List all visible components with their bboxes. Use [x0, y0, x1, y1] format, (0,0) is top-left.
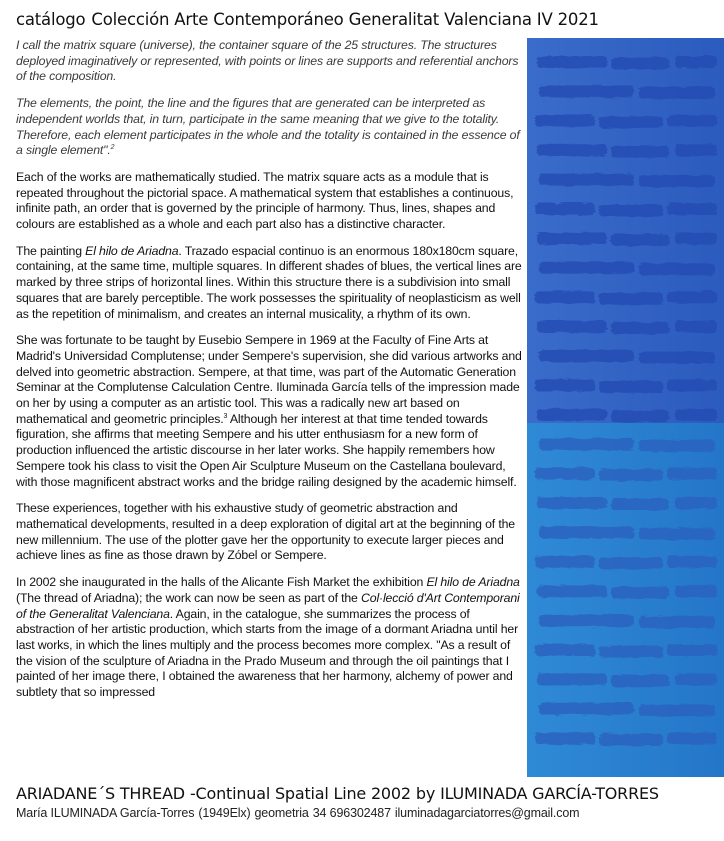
painting-strip	[639, 440, 715, 452]
painting-strip	[667, 115, 717, 127]
painting-strip	[539, 438, 634, 450]
painting-strip	[537, 497, 607, 509]
catalog-prefix: catálogo	[16, 10, 86, 29]
painting-strip	[611, 234, 669, 246]
painting-image	[527, 38, 724, 777]
email-address: iluminadagarciatorres@gmail.com	[394, 806, 580, 820]
painting-strip	[675, 56, 717, 68]
painting-strip	[537, 409, 607, 421]
painting-strip	[535, 644, 595, 656]
artist-name: María ILUMINADA García-Torres	[16, 806, 195, 820]
exhibition-title: El hilo de Ariadna	[426, 575, 520, 590]
article-body	[16, 38, 526, 712]
paragraph-sempere: She was fortunate to be taught by Eusebio Sempere in 1969 at the Faculty of Fine Arts at Madrid's Universidad Complutense; under Sempere's supervision, she did various artworks and delved into geometric abstraction. Sempere, at that time, was part of the Automatic Generation Seminar at the Complutense Calculation Centre. Iluminada García tells of the impression made on her by using a computer as an artistic tool. This was a radically new art based on mathematical and geometric principles.$^3$ Although her interest at that time tended towards figuration, she affirms that meeting Sempere and his utter enthusiasm for a new form of production influenced the artistic discourse in her later works. She happily remembers how Sempere took his class to visit the Open Air Sculpture Museum on the Castellana boulevard, with those magnificent abstract works and the bridge railing designed by the academic himself.	[16, 333, 522, 489]
painting-strip	[639, 528, 715, 540]
artwork-caption	[16, 783, 716, 805]
paragraph-painting-description: The painting El hilo de Ariadna. Trazado espacial continuo is an enormous 180x180cm square, containing, at the same time, multiple squares. In different shades of blues, the vertical lines are marked by three strips of horizontal lines. Within this structure there is a subdivision into small squares that are barely perceptible. The work possesses the spirituality of neoplasticism as well as the repetition of minimalism, and creates an internal musicality, a rhythm of its own.	[16, 243, 522, 321]
painting-strip	[675, 321, 717, 333]
painting-strip	[537, 321, 607, 333]
painting-strip	[675, 673, 717, 685]
painting-strip	[539, 262, 634, 274]
painting-strip	[539, 174, 634, 186]
painting-strip	[599, 469, 663, 481]
painting-strip	[537, 585, 607, 597]
painting-strip	[667, 291, 717, 303]
artwork-title: El hilo de Ariadna	[85, 243, 179, 258]
painting-strip	[537, 56, 607, 68]
painting-strip	[537, 232, 607, 244]
paragraph-exhibition: In 2002 she inaugurated in the halls of the Alicante Fish Market the exhibition El hilo de Ariadna (The thread of Ariadna); the work can now be seen as part of the Col·lecció d'Art Contemporani of the Generalitat Valenciana. Again, in the catalogue, she summarizes the process of abstraction of her artistic production, which starts from the image of a dormant Ariadna until her last works, in which the lines multiply and the process becomes more complex. "As a result of the vision of the sculpture of Ariadna in the Prado Museum and through the oil paintings that I painted of her image there, I obtained the awareness that her harmony, alchemy of power and subtlety that so impressed	[16, 575, 520, 700]
painting-strip	[667, 556, 717, 568]
painting-strip	[535, 291, 595, 303]
quote-paragraph-2	[16, 96, 526, 159]
paragraph-digital-art: These experiences, together with his exhaustive study of geometric abstraction and mathematical developments, resulted in a deep exploration of digital art at the beginning of the new millennium. The use of the plotter gave her the opportunity to execute larger pieces and achieve lines as fine as those drawn by Zóbel or Sempere.	[16, 501, 515, 563]
painting-strip	[599, 734, 663, 746]
caption-by: by	[415, 784, 436, 803]
quote-paragraph-1: I call the matrix square (universe), the container square of the 25 structures. The structures deployed imaginatively or represented, with points or lines are supports and referential anchors of the composition.	[16, 38, 519, 84]
painting-strip	[667, 732, 717, 744]
painting-strip	[599, 557, 663, 569]
painting-strip	[535, 115, 595, 127]
caption-artist: ILUMINADA GARCÍA-TORRES	[440, 784, 659, 803]
painting-strip	[539, 526, 634, 538]
painting-strip	[611, 675, 669, 687]
painting-strip	[611, 322, 669, 334]
painting-strip	[639, 263, 715, 275]
painting-strip	[611, 146, 669, 158]
painting-strip	[675, 232, 717, 244]
painting-strip	[539, 350, 634, 362]
painting-strip	[667, 203, 717, 215]
caption-subtitle: -Continual Spatial Line 2002	[189, 784, 411, 803]
painting-strip	[599, 381, 663, 393]
painting-strip	[675, 409, 717, 421]
footnote-ref-3: 3	[223, 412, 228, 420]
catalog-header	[16, 7, 716, 33]
paragraph-mathematical-study: Each of the works are mathematically studied. The matrix square acts as a module that is repeated throughout the pictorial space. A mathematical system that establishes a continuous, infinite path, an order that is governed by the principle of harmony. Thus, lines, shapes and colours are established as a whole and each part also has a distinctive character.	[16, 169, 514, 232]
painting-strip	[535, 379, 595, 391]
painting-strip	[667, 644, 717, 656]
discipline: geometria	[254, 806, 309, 820]
painting-strip	[611, 410, 669, 422]
painting-strip	[599, 205, 663, 217]
footnote-ref-2: 2	[110, 144, 115, 152]
collection-title: Colección Arte Contemporáneo Generalitat Valenciana IV 2021	[91, 10, 599, 29]
painting-strip	[639, 704, 715, 716]
painting-strip	[535, 468, 595, 480]
painting-strip	[535, 732, 595, 744]
artist-contact	[16, 804, 716, 822]
painting-strip	[639, 175, 715, 187]
painting-strip	[537, 144, 607, 156]
painting-strip	[639, 352, 715, 364]
painting-strip	[599, 646, 663, 658]
painting-strip	[675, 497, 717, 509]
painting-strip	[667, 468, 717, 480]
painting-strip	[539, 85, 634, 97]
collection-name: Col·lecció d'Art Contemporani of the Generalitat Valenciana	[16, 590, 520, 621]
painting-strip	[539, 703, 634, 715]
painting-strip	[535, 556, 595, 568]
artist-origin: (1949Elx)	[198, 806, 251, 820]
painting-strip	[611, 499, 669, 511]
painting-strip	[599, 293, 663, 305]
phone-number: 34 696302487	[312, 806, 391, 820]
painting-strip	[675, 144, 717, 156]
painting-strip	[535, 203, 595, 215]
painting-strip	[639, 616, 715, 628]
painting-strip	[537, 673, 607, 685]
painting-strip	[539, 615, 634, 627]
painting-strip	[639, 87, 715, 99]
painting-strip	[611, 58, 669, 70]
caption-title: ARIADANE´S THREAD	[16, 784, 185, 803]
painting-strip	[675, 585, 717, 597]
quote-2-text: The elements, the point, the line and the figures that are generated can be interpreted as independent worlds that, in turn, participate in the same meaning that we give to the totality. Therefore, each element participates in the whole and the totality is contained in the essence of a single element".	[16, 96, 520, 158]
painting-strip	[599, 116, 663, 128]
painting-strip	[611, 587, 669, 599]
painting-strip	[667, 379, 717, 391]
